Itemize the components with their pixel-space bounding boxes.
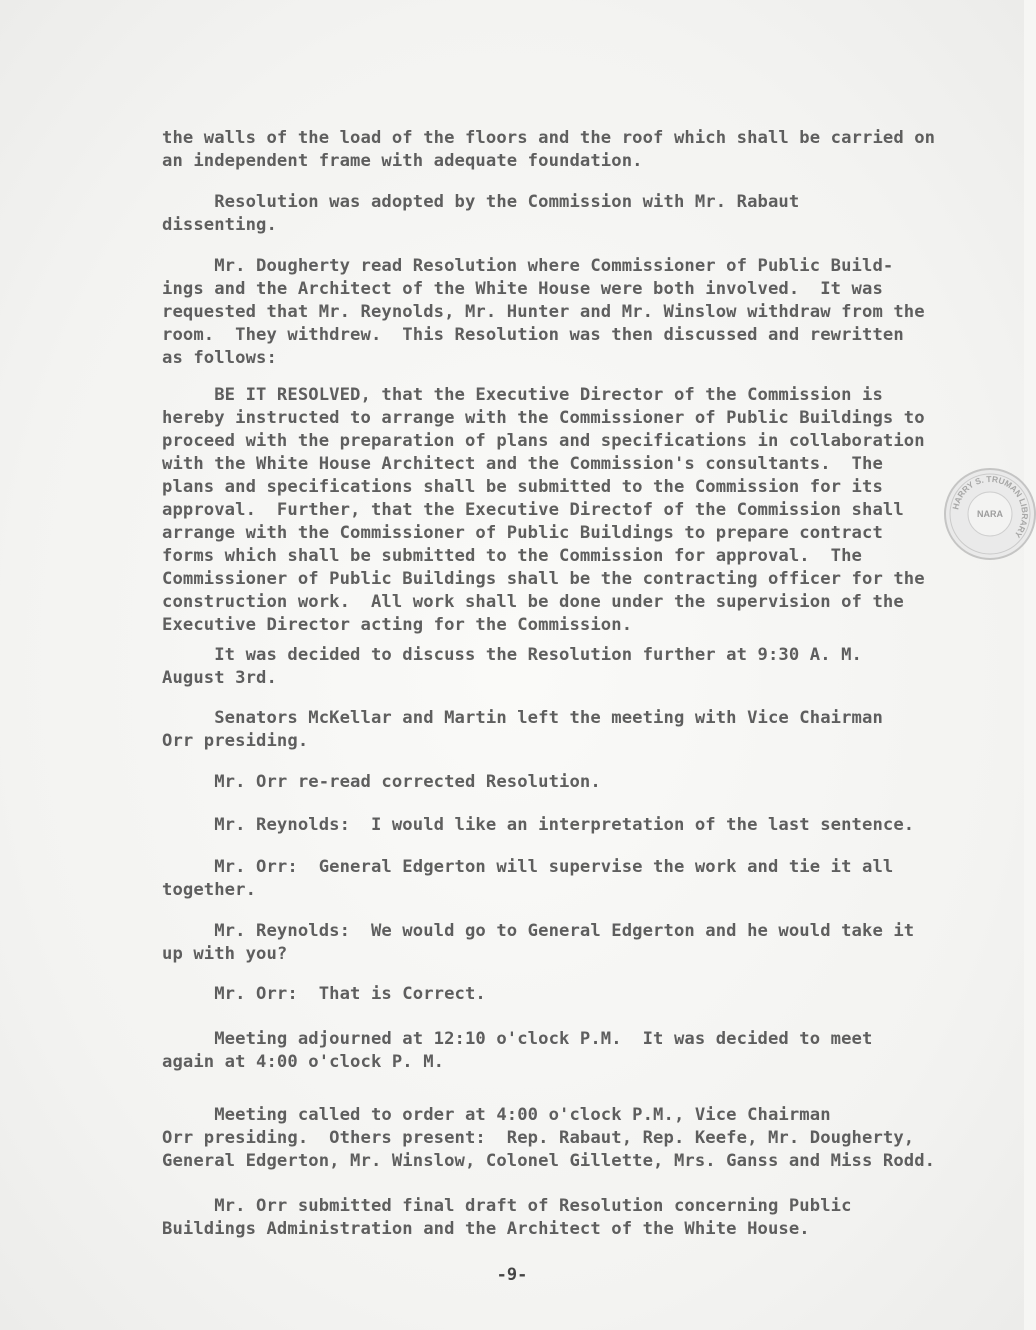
- page-number: -9-: [496, 1265, 528, 1285]
- svg-text:HARRY S. TRUMAN LIBRARY: HARRY S. TRUMAN LIBRARY: [950, 473, 1031, 540]
- text-line: Senators McKellar and Martin left the meeting with Vice Chairman: [162, 708, 883, 728]
- library-stamp: [944, 468, 1036, 560]
- text-line: Mr. Dougherty read Resolution where Commissioner of Public Build-: [162, 256, 894, 276]
- text-line: dissenting.: [162, 215, 277, 235]
- text-line: again at 4:00 o'clock P. M.: [162, 1052, 445, 1072]
- text-line: hereby instructed to arrange with the Commissioner of Public Buildings to: [162, 408, 925, 428]
- text-line: together.: [162, 880, 257, 900]
- text-line: approval. Further, that the Executive Directof of the Commission shall: [162, 500, 904, 520]
- text-line: Mr. Orr re-read corrected Resolution.: [162, 772, 601, 792]
- text-line: Commissioner of Public Buildings shall be the contracting officer for the: [162, 569, 925, 589]
- svg-text:NARA: NARA: [977, 509, 1003, 519]
- text-line: August 3rd.: [162, 668, 277, 688]
- text-line: It was decided to discuss the Resolution further at 9:30 A. M.: [162, 645, 862, 665]
- text-line: Resolution was adopted by the Commission with Mr. Rabaut: [162, 192, 800, 212]
- text-line: plans and specifications shall be submitted to the Commission for its: [162, 477, 883, 497]
- text-line: the walls of the load of the floors and the roof which shall be carried on: [162, 128, 936, 148]
- text-line: Mr. Reynolds: We would go to General Edgerton and he would take it: [162, 921, 915, 941]
- text-line: Mr. Orr: General Edgerton will supervise the work and tie it all: [162, 857, 894, 877]
- text-line: Buildings Administration and the Architect of the White House.: [162, 1219, 810, 1239]
- text-line: up with you?: [162, 944, 288, 964]
- text-line: an independent frame with adequate foundation.: [162, 151, 643, 171]
- text-line: ings and the Architect of the White House were both involved. It was: [162, 279, 883, 299]
- text-line: room. They withdrew. This Resolution was then discussed and rewritten: [162, 325, 904, 345]
- stamp-seal-icon: [946, 470, 1034, 558]
- text-line: Executive Director acting for the Commission.: [162, 615, 633, 635]
- text-line: Meeting called to order at 4:00 o'clock P.M., Vice Chairman: [162, 1105, 831, 1125]
- text-line: Mr. Orr: That is Correct.: [162, 984, 486, 1004]
- text-line: Orr presiding. Others present: Rep. Rabaut, Rep. Keefe, Mr. Dougherty,: [162, 1128, 915, 1148]
- text-line: arrange with the Commissioner of Public Buildings to prepare contract: [162, 523, 883, 543]
- text-line: requested that Mr. Reynolds, Mr. Hunter and Mr. Winslow withdraw from the: [162, 302, 925, 322]
- text-line: Mr. Orr submitted final draft of Resolution concerning Public: [162, 1196, 852, 1216]
- text-line: forms which shall be submitted to the Commission for approval. The: [162, 546, 862, 566]
- text-line: as follows:: [162, 348, 277, 368]
- text-line: construction work. All work shall be done under the supervision of the: [162, 592, 904, 612]
- text-line: Mr. Reynolds: I would like an interpretation of the last sentence.: [162, 815, 915, 835]
- text-line: Meeting adjourned at 12:10 o'clock P.M. It was decided to meet: [162, 1029, 873, 1049]
- text-line: Orr presiding.: [162, 731, 309, 751]
- text-line: General Edgerton, Mr. Winslow, Colonel Gillette, Mrs. Ganss and Miss Rodd.: [162, 1151, 936, 1171]
- text-line: with the White House Architect and the Commission's consultants. The: [162, 454, 883, 474]
- text-line: BE IT RESOLVED, that the Executive Director of the Commission is: [162, 385, 883, 405]
- text-line: proceed with the preparation of plans and specifications in collaboration: [162, 431, 925, 451]
